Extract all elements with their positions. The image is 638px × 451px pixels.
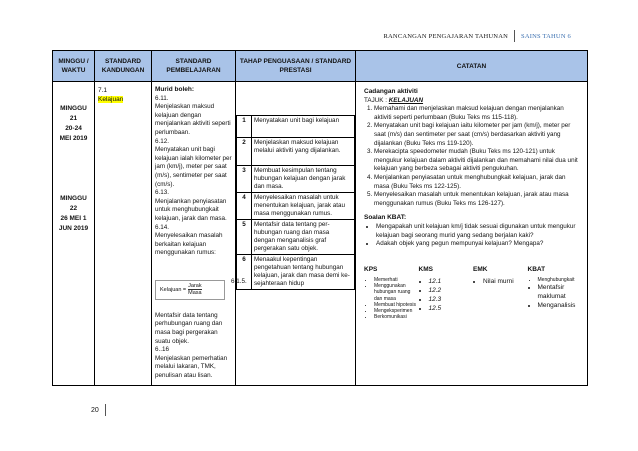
list-item: 1. Memahami dan menjelaskan maksud kelajuan dengan menjalankan aktiviti seperti perlumbaan (Buku Teks ms 115-118). [374,105,582,122]
header-subject: SAINS TAHUN 6 [521,32,571,40]
week-cell: MINGGU 21 20-24 MEI 2019 MINGGU 22 26 MEI 1 JUN 2019 [53,82,95,386]
catatan-cell: Cadangan aktiviti TAJUK : KELAJUAN 1. Memahami dan menjelaskan maksud kelajuan dengan menjalankan aktiviti seperti perlumbaan (Buku Teks ms 115-118). 2. Menyatakan unit bagi kelajuan iaitu kilometer per jam (km/j), meter per saat (m/s) dan sentimeter per saat (cm/s) berdasarkan aktiviti yang dijalankan (Buku Teks ms 119-120). 3. Merekacipta speedometer mudah (Buku Teks ms 120-121) untuk mengukur kelajuan dalam aktiviti dijalankan dan memahami nilai dua unit kelajuan yang berbeza sebagai aktiviti pengukuhan. 4. Menjalankan penyiasatan untuk menghubungkait kelajuan, jarak dan masa (Buku Teks ms 122-125). 5. Menyelesaikan masalah untuk menentukan kelajuan, jarak atau masa menggunakan rumus (Buku Teks ms 126-127). Soalan KBAT: • Mengapakah unit kelajuan km/j tidak sesuai digunakan untuk mengukur kelajuan bagi seorang murid yang sedang berjalan kaki? • Adakah objek yang pegun mempunyai kelajuan? Mengapa? KPS • Memerhati • Menggunakan hubungan ruang dan masa • Membuat hipotesis • Mengeksperimen • Berkomunikasi KMS • 12.1 • 12.2 • 12.3 • 12.5 EMK • Nilai murni KBAT • Menghubungkait • Mentafsir maklumat • Menganalisis [356,82,588,386]
list-item: • Menggunakan hubungan ruang dan masa [374,283,419,302]
list-item: • Mentafsir maklumat [538,283,583,301]
sp-intro: Murid boleh: [155,86,194,93]
emk-column: EMK • Nilai murni [473,267,528,321]
table-row [53,82,588,386]
col-standard-pembelajaran: STANDARD PEMBELAJARAN [152,51,236,82]
list-item: • Mengapakah unit kelajuan km/j tidak sesuai digunakan untuk mengukur kelajuan bagi seorang murid yang sedang berjalan kaki? [376,223,582,240]
kps-column: KPS • Memerhati • Menggunakan hubungan ruang dan masa • Membuat hipotesis • Mengeksperimen • Berkomunikasi [364,267,419,321]
standard-kandungan-cell [95,82,152,386]
col-standard-kandungan: STANDARD KANDUNGAN [95,51,152,82]
table-header-row [53,51,588,82]
kbat-column: KBAT • Menghubungkait • Mentafsir maklumat • Menganalisis [528,267,583,321]
kms-column: KMS • 12.1 • 12.2 • 12.3 • 12.5 [419,267,474,321]
list-item: • Berkomunikasi [374,314,419,320]
list-item: • Adakah objek yang pegun mempunyai kelajuan? Mengapa? [376,240,582,249]
tajuk: KELAJUAN [388,96,424,104]
speed-formula: Kelajuan = $\frac{\text{Jarak}}{\text{Masa}}$ [155,280,225,300]
col-catatan: CATATAN [356,51,588,82]
col-minggu: MINGGU / WAKTU [53,51,95,82]
tahap-table [236,115,355,290]
list-item: • 12.5 [429,304,474,313]
stray-code: 6.1.5. [231,278,247,285]
list-item: • 12.1 [429,277,474,286]
tahap-penguasaan-cell [236,82,356,386]
list-item: • Menghubungkait [538,277,583,283]
list-item: • 12.3 [429,295,474,304]
list-item: 3. Merekacipta speedometer mudah (Buku Teks ms 120-121) untuk mengukur kelajuan dalam aktiviti dijalankan dan memahami nilai dua unit kelajuan yang berbeza sebagai aktiviti pengukuhan. [374,148,582,174]
standard-pembelajaran-cell: Murid boleh: 6.11. Menjelaskan maksud kelajuan dengan menjalankan aktiviti seperti perlumbaan. 6.12. Menyatakan unit bagi kelajuan ialah kilometer per jam (km/j), meter per saat (m/s), sentimeter per saat (cm/s). 6.13. Menjalankan penyiasatan untuk menghubungkait kelajuan, jarak dan masa. 6.14. Menyelesaikan masalah berkaitan kelajuan menggunakan rumus: Kelajuan = $\frac{\text{Jarak}}{\text{Masa}}$ Mentafsir data tentang perhubungan ruang dan masa bagi pergerakan suatu objek. 6..16 Menjelaskan pemerhatian melalui lakaran, TMK, penulisan atau lisan. [152,82,236,386]
list-item: • Mengeksperimen [374,308,419,314]
kbat-questions [364,223,582,249]
header-title: RANCANGAN PENGAJARAN TAHUNAN [383,32,508,40]
list-item: • Menganalisis [538,301,583,310]
catatan-heading: Cadangan aktiviti [364,88,418,95]
tahap-row: 6 Menaakul kepentingan pengetahuan tentang hubungan kelajuan, jarak dan masa demi ke-sejahteraan hidup [237,255,355,290]
sk-name: Kelajuan [98,96,124,103]
list-item: 5. Menyelesaikan masalah untuk menentukan kelajuan, jarak atau masa menggunakan rumus (Buku Teks ms 126-127). [374,191,582,208]
tahap-row: 1 Menyatakan unit bagi kelajuan [237,116,355,138]
list-item: • Memerhati [374,277,419,283]
list-item: 2. Menyatakan unit bagi kelajuan iaitu kilometer per jam (km/j), meter per saat (m/s) dan sentimeter per saat (cm/s) berdasarkan aktiviti yang dijalankan (Buku Teks ms 119-120). [374,122,582,148]
list-item: • Membuat hipotesis [374,302,419,308]
page-header [384,30,572,42]
kbat-heading: Soalan KBAT: [364,214,407,222]
page-number: 20 [91,406,99,414]
activity-list [364,105,582,208]
sk-code: 7.1 [98,87,108,94]
header-divider [514,30,515,42]
list-item: • 12.2 [429,286,474,295]
tahap-row: 2 Menjelaskan maksud kelajuan melalui aktiviti yang dijalankan. [237,138,355,166]
col-tahap-penguasaan: TAHAP PENGUASAAN / STANDARD PRESTASI [236,51,356,82]
rpt-table [52,50,588,386]
list-item: 4. Menjalankan penyiasatan untuk menghubungkait kelajuan, jarak dan masa (Buku Teks ms 122-125). [374,174,582,191]
footer-divider [105,404,106,416]
page-footer [91,404,106,416]
tahap-row: 3 Membuat kesimpulan tentang hubungan kelajuan dengan jarak dan masa. [237,166,355,193]
tahap-row: 4 Menyelesaikan masalah untuk menentukan kelajuan, jarak atau masa menggunakan rumus. [237,193,355,220]
skills-section [364,267,582,321]
list-item: • Nilai murni [483,277,528,286]
tahap-row: 5 Mentafsir data tentang per-hubungan ruang dan masa dengan menganalisis graf pergerakan satu objek. [237,220,355,255]
